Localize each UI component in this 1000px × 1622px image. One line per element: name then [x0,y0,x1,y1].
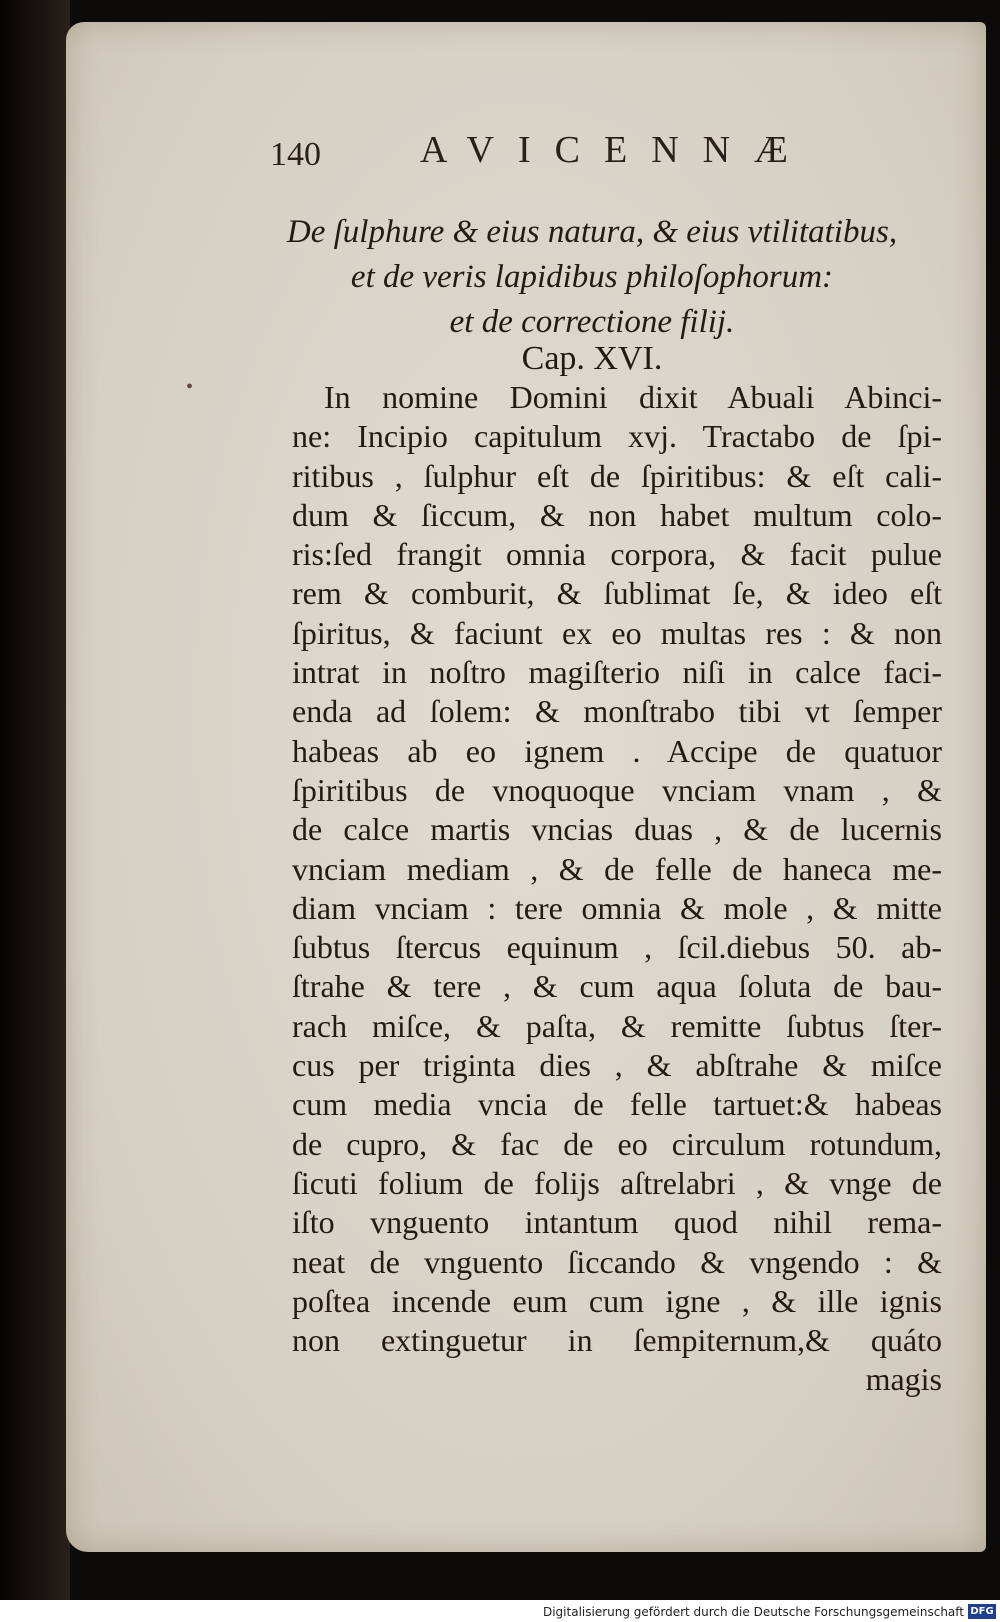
footer-bar [0,1600,1000,1622]
margin-mark-icon: • [186,376,194,398]
text-line: habeas ab eo ignem . Accipe de quatuor [292,732,942,769]
catchword: magis [865,1361,942,1398]
text-line: neat de vnguento ſiccando & vngendo : & [292,1243,942,1280]
book-spine-shadow [0,0,70,1622]
text-line: ſicuti folium de folijs aſtrelabri , & vnge de [292,1164,942,1201]
text-line: ris:ſed frangit omnia corpora, & facit pulue [292,536,942,573]
text-line: diam vnciam : tere omnia & mole , & mitte [292,889,942,926]
text-line: non extinguetur in ſempiternum,& quáto [292,1322,942,1359]
heading-line: et de veris lapidibus philoſophorum: [350,259,834,295]
dfg-logo-icon: DFG [968,1604,996,1619]
text-line: ſpiritibus de vnoquoque vnciam vnam , & [292,771,942,808]
text-line: ſpiritus, & faciunt ex eo multas res : & non [292,614,942,651]
text-line: de calce martis vncias duas , & de lucernis [292,811,942,848]
chapter-number: Cap. XVI. [521,340,663,377]
text-line: dum & ſiccum, & non habet multum colo- [292,496,942,533]
text-line: enda ad ſolem: & monſtrabo tibi vt ſemper [292,693,942,730]
body-text [292,378,942,1400]
text-line: iſto vnguento intantum quod nihil rema- [292,1204,942,1241]
text-line: ſubtus ſtercus equinum , ſcil.diebus 50. ab- [292,929,942,966]
text-line: vnciam mediam , & de felle de haneca me- [292,850,942,887]
running-head [270,128,830,180]
text-line: intrat in noſtro magiſterio niſi in calce faci- [292,654,942,691]
digitization-credit: Digitalisierung gefördert durch die Deutsche Forschungsgemeinschaft [542,1605,964,1619]
text-line: ne: Incipio capitulum xvj. Tractabo de ſpi- [292,418,942,455]
page-number: 140 [270,136,321,173]
text-line: poſtea incende eum cum igne , & ille ignis [292,1282,942,1319]
text-line: In nomine Domini dixit Abuali Abinci- [324,379,942,415]
text-line: cus per triginta dies , & abſtrahe & miſce [292,1047,942,1084]
text-line: ſtrahe & tere , & cum aqua ſoluta de bau- [292,968,942,1005]
heading-line: et de correctione filij. [449,304,735,340]
text-line: de cupro, & fac de eo circulum rotundum, [292,1125,942,1162]
running-title: AVICENNÆ [420,129,812,171]
text-line: cum media vncia de felle tartuet:& habeas [292,1086,942,1123]
text-line: rach miſce, & paſta, & remitte ſubtus ſter- [292,1007,942,1044]
text-line: rem & comburit, & ſublimat ſe, & ideo eſt [292,575,942,612]
text-line: ritibus , ſulphur eſt de ſpiritibus: & eſt cali- [292,457,942,494]
chapter-heading [262,210,922,345]
heading-line: De ſulphure & eius natura, & eius vtilitatibus, [286,214,898,250]
